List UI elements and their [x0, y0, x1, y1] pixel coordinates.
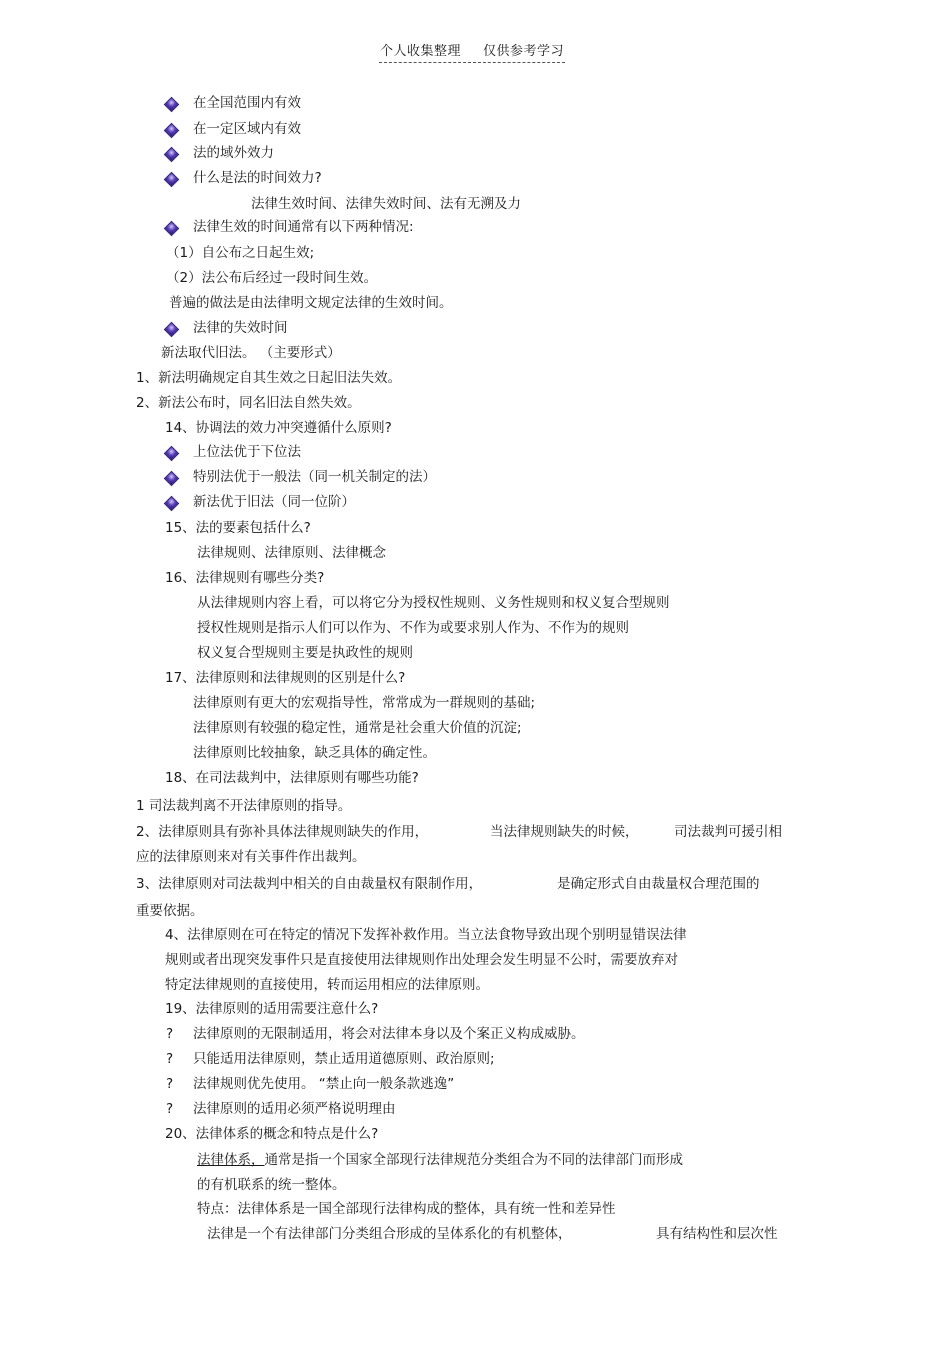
question-mark-bullet-icon: ?	[166, 1076, 174, 1092]
header-right: 仅供参考学习	[483, 44, 565, 59]
diamond-bullet-icon	[164, 322, 180, 338]
answer-line: 只能适用法律原则，禁止适用道德原则、政治原则;	[193, 1051, 495, 1067]
diamond-bullet-icon	[164, 221, 180, 237]
answer-line: 法律规则、法律原则、法律概念	[197, 545, 386, 561]
case-item: （2）法公布后经过一段时间生效。	[166, 270, 378, 286]
question-mark-bullet-icon: ?	[166, 1026, 174, 1042]
case-item: （1）自公布之日起生效;	[166, 245, 315, 261]
bullet-item: 在全国范围内有效	[193, 95, 301, 111]
header-left: 个人收集整理	[379, 44, 461, 59]
answer-line: 从法律规则内容上看，可以将它分为授权性规则、义务性规则和权义复合型规则	[197, 595, 670, 611]
time-effect-answer: 法律生效时间、法律失效时间、法有无溯及力	[251, 196, 521, 212]
question-heading: 14、协调法的效力冲突遵循什么原则?	[165, 420, 392, 436]
question-heading: 20、法律体系的概念和特点是什么?	[165, 1126, 379, 1142]
answer-line: 权义复合型规则主要是执政性的规则	[197, 645, 413, 661]
answer-line: 2、法律原则具有弥补具体法律规则缺失的作用，	[136, 824, 429, 840]
diamond-bullet-icon	[164, 97, 180, 113]
answer-line: 法律规则优先使用。 “禁止向一般条款逃逸”	[193, 1076, 455, 1092]
answer-line: 法律原则有较强的稳定性，通常是社会重大价值的沉淀;	[193, 720, 522, 736]
answer-line: 的有机联系的统一整体。	[197, 1177, 346, 1193]
diamond-bullet-icon	[164, 496, 180, 512]
question-heading: 18、在司法裁判中，法律原则有哪些功能?	[165, 770, 419, 786]
question-heading: 16、法律规则有哪些分类?	[165, 570, 325, 586]
answer-line: 具有结构性和层次性	[656, 1226, 778, 1242]
diamond-bullet-icon	[164, 471, 180, 487]
bullet-item: 新法优于旧法（同一位阶）	[193, 494, 355, 510]
answer-line: 重要依据。	[136, 903, 204, 919]
answer-line: 4、法律原则在可在特定的情况下发挥补救作用。当立法食物导致出现个别明显错误法律	[165, 927, 687, 943]
answer-line: 法律原则的适用必须严格说明理由	[193, 1101, 396, 1117]
question-mark-bullet-icon: ?	[166, 1101, 174, 1117]
answer-line: 1 司法裁判离不开法律原则的指导。	[136, 798, 352, 814]
answer-line: 3、法律原则对司法裁判中相关的自由裁量权有限制作用，	[136, 876, 483, 892]
term-underlined: 法律体系，	[197, 1152, 265, 1168]
answer-line: 授权性规则是指示人们可以作为、不作为或要求别人作为、不作为的规则	[197, 620, 629, 636]
question-heading: 19、法律原则的适用需要注意什么?	[165, 1001, 379, 1017]
question-heading: 17、法律原则和法律规则的区别是什么?	[165, 670, 406, 686]
question-heading: 15、法的要素包括什么?	[165, 520, 311, 536]
diamond-bullet-icon	[164, 147, 180, 163]
question-mark-bullet-icon: ?	[166, 1051, 174, 1067]
answer-line: 规则或者出现突发事件只是直接使用法律规则作出处理会发生明显不公时，需要放弃对	[165, 952, 678, 968]
answer-line: 是确定形式自由裁量权合理范围的	[557, 876, 760, 892]
answer-line: 特定法律规则的直接使用，转而运用相应的法律原则。	[165, 977, 489, 993]
answer-line: 特点：法律体系是一国全部现行法律构成的整体，具有统一性和差异性	[197, 1201, 616, 1217]
answer-line	[197, 1151, 683, 1169]
answer-line: 法律原则有更大的宏观指导性，常常成为一群规则的基础;	[193, 695, 536, 711]
bullet-item: 在一定区域内有效	[193, 121, 301, 137]
answer-line: 法律原则比较抽象，缺乏具体的确定性。	[193, 745, 436, 761]
answer-line: 司法裁判可援引相	[674, 824, 782, 840]
paragraph: 新法取代旧法。 （主要形式）	[161, 345, 341, 361]
answer-line: 法律原则的无限制适用，将会对法律本身以及个案正义构成威胁。	[193, 1026, 585, 1042]
term-definition: 通常是指一个国家全部现行法律规范分类组合为不同的法律部门而形成	[264, 1152, 683, 1168]
answer-line: 当法律规则缺失的时候，	[490, 824, 639, 840]
diamond-bullet-icon	[164, 172, 180, 188]
bullet-item: 法律生效的时间通常有以下两种情况:	[193, 219, 414, 235]
numbered-item: 2、新法公布时，同名旧法自然失效。	[136, 395, 361, 411]
paragraph: 普遍的做法是由法律明文规定法律的生效时间。	[169, 295, 453, 311]
bullet-item: 法的域外效力	[193, 145, 274, 161]
answer-line: 应的法律原则来对有关事件作出裁判。	[136, 849, 366, 865]
diamond-bullet-icon	[164, 446, 180, 462]
numbered-item: 1、新法明确规定自其生效之日起旧法失效。	[136, 370, 402, 386]
bullet-item: 什么是法的时间效力?	[193, 170, 322, 186]
bullet-item: 法律的失效时间	[193, 320, 288, 336]
page-header	[379, 40, 565, 63]
answer-line: 法律是一个有法律部门分类组合形成的呈体系化的有机整体，	[207, 1226, 572, 1242]
bullet-item: 上位法优于下位法	[193, 444, 301, 460]
diamond-bullet-icon	[164, 123, 180, 139]
bullet-item: 特别法优于一般法（同一机关制定的法）	[193, 469, 436, 485]
